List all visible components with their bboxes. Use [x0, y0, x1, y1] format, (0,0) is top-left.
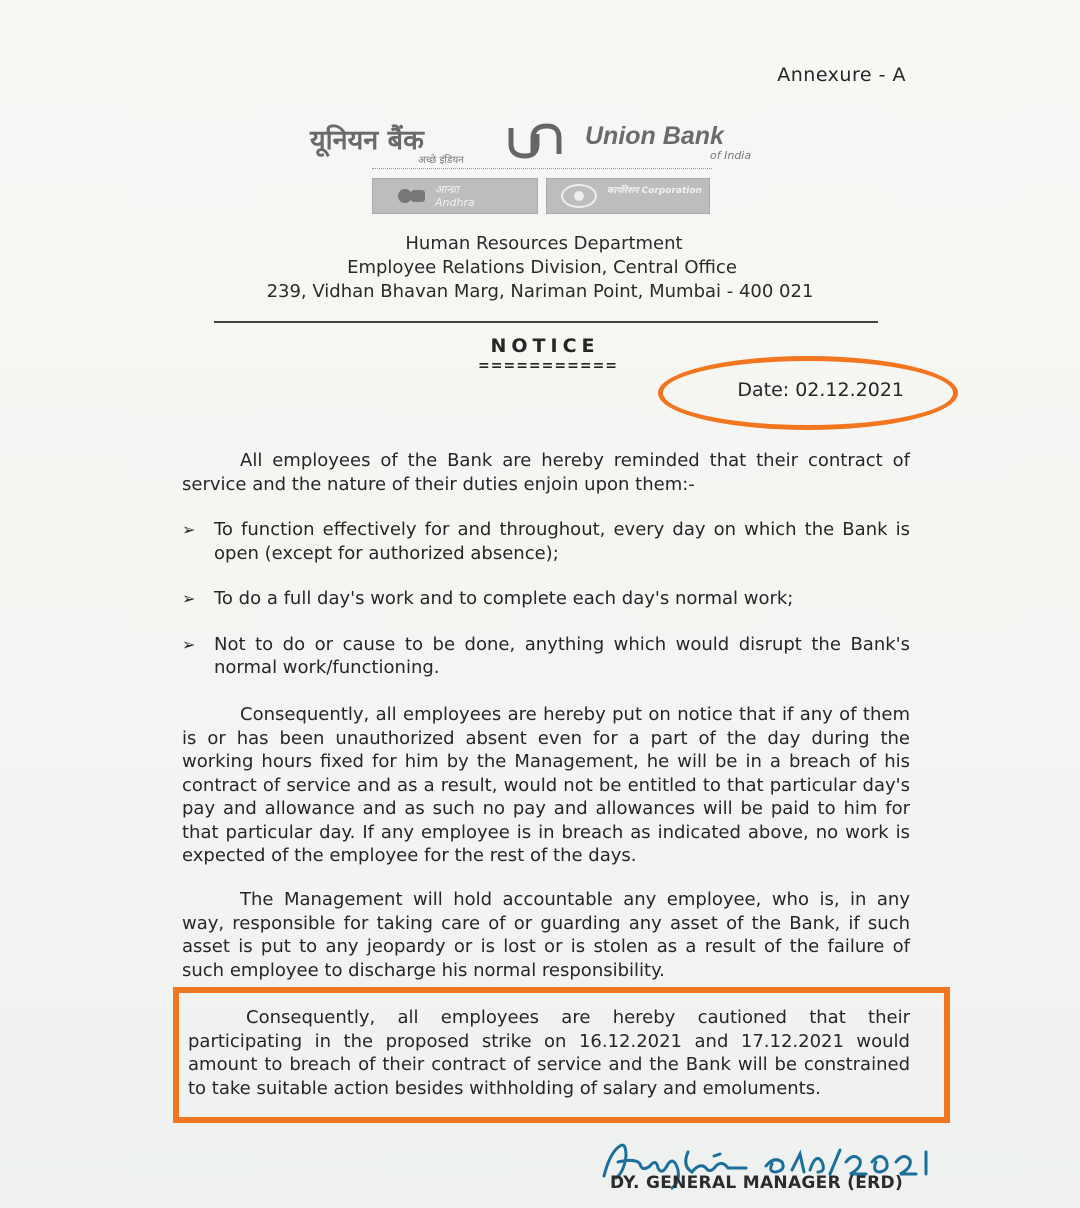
- annexure-label: Annexure - A: [777, 64, 906, 86]
- notice-title-text: NOTICE: [490, 335, 600, 357]
- list-item: [182, 518, 910, 565]
- arrow-bullet-icon: ➢: [182, 520, 196, 539]
- logo-hindi-sub: अच्छे इंडियन: [418, 155, 464, 166]
- duty-1-text: To function effectively for and throughout, every day on which the Bank is open (except for authorized absence);: [214, 519, 910, 564]
- list-item: [182, 587, 910, 611]
- address-line-2: Employee Relations Division, Central Office: [347, 257, 737, 278]
- list-item: [182, 633, 910, 680]
- signatory-title: DY. GENERAL MANAGER (ERD): [610, 1173, 904, 1193]
- andhra-badge: [372, 178, 538, 214]
- andhra-logo-icon: [397, 185, 427, 207]
- duty-3-text: Not to do or cause to be done, anything which would disrupt the Bank's normal work/functioning.: [214, 633, 910, 678]
- corporation-logo-icon: [559, 182, 599, 210]
- intro-paragraph: All employees of the Bank are hereby reminded that their contract of service and the nature of their duties enjoin upon them:-: [182, 450, 910, 495]
- caution-paragraph: Consequently, all employees are hereby cautioned that their participating in the proposed strike on 16.12.2021 and 17.12.2021 would amount to breach of their contract of service and the Bank will be constrained to take suitable action besides withholding of salary and emoluments.: [188, 1007, 910, 1099]
- management-paragraph: The Management will hold accountable any employee, who is, in any way, responsible for taking care of or guarding any asset of the Bank, if such asset is put to any jeopardy or is lost or is stolen as a result of the failure of such employee to discharge his normal responsibility.: [182, 889, 910, 981]
- corporation-badge: [546, 178, 710, 214]
- andhra-hindi-text: आन्ध्रा: [435, 183, 459, 196]
- logo-divider: [372, 168, 712, 173]
- address-line-1: Human Resources Department: [405, 233, 683, 254]
- consequence-paragraph: Consequently, all employees are hereby put on notice that if any of them is or has been unauthorized absent even for a part of the day during the working hours fixed for him by the Management, he will be in a breach of his contract of service and as a result, would not be entitled to that particular day's pay and allowance and as such no pay and allowances will be paid to him for that particular day. If any employee is in breach as indicated above, no work is expected of the employee for the rest of the days.: [182, 704, 910, 866]
- andhra-english-text: Andhra: [435, 196, 475, 209]
- notice-title: [0, 335, 1080, 357]
- arrow-bullet-icon: ➢: [182, 634, 196, 654]
- corporation-text: कार्पोरेशन Corporation: [607, 186, 702, 196]
- department-address: [0, 232, 1080, 304]
- union-bank-logo-icon: [505, 122, 565, 160]
- date-highlight-circle: [658, 356, 958, 430]
- arrow-bullet-icon: ➢: [182, 589, 196, 608]
- logo-english-sub: of India: [710, 149, 752, 162]
- bank-logo: [310, 118, 780, 168]
- duty-2-text: To do a full day's work and to complete each day's normal work;: [214, 588, 794, 609]
- notice-date: Date: 02.12.2021: [737, 379, 904, 401]
- duties-list: [182, 518, 910, 702]
- logo-english-name: Union Bank: [585, 122, 724, 150]
- address-line-3: 239, Vidhan Bhavan Marg, Nariman Point, Mumbai - 400 021: [266, 281, 814, 302]
- notice-title-underline: ===========: [478, 358, 619, 374]
- header-rule: [214, 321, 878, 323]
- logo-hindi-name: यूनियन बैंक: [310, 125, 424, 156]
